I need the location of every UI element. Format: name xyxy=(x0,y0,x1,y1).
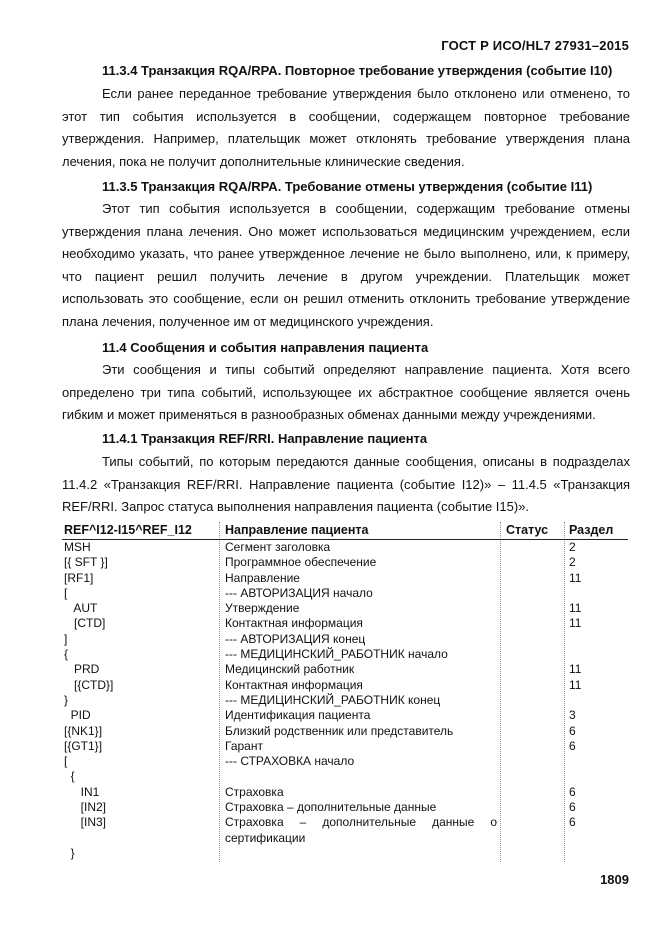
table-row xyxy=(62,616,628,631)
description-cell: Страховка – дополнительные данные о сертификации xyxy=(225,815,497,845)
table-row xyxy=(62,647,628,662)
description-cell: Страховка xyxy=(225,784,284,799)
segment-cell: AUT xyxy=(64,601,98,616)
heading-11-3-4: 11.3.4 Транзакция RQA/RPA. Повторное требование утверждения (событие I10) xyxy=(102,63,613,78)
header-description: Направление пациента xyxy=(225,523,369,537)
segment-cell: IN1 xyxy=(64,784,100,799)
description-cell: Контактная информация xyxy=(225,677,363,692)
segment-cell: [IN3] xyxy=(64,815,107,830)
description-cell: Контактная информация xyxy=(225,616,363,631)
table-row xyxy=(62,754,628,769)
segment-cell: [{ SFT }] xyxy=(64,555,108,570)
heading-11-3-5: 11.3.5 Транзакция RQA/RPA. Требование отмены утверждения (событие I11) xyxy=(102,179,593,194)
section-cell: 11 xyxy=(569,570,582,585)
segment-cell: [{CTD}] xyxy=(64,677,114,692)
message-structure-table xyxy=(62,522,628,862)
description-cell: Гарант xyxy=(225,738,263,753)
header-status: Статус xyxy=(506,523,549,537)
description-cell: Программное обеспечение xyxy=(225,555,377,570)
table-row xyxy=(62,586,628,601)
table-row xyxy=(62,785,628,800)
paragraph-11-3-5: Этот тип события используется в сообщении, содержащим требование отмены утверждения плана лечения. Оно может использоваться медицинским учреждением, если необходимо указать, что ранее утвержденное лечение не было выполнено, или, к примеру, что пациент решил получить лечение в другом учреждении. Плательщик может использовать это сообщение, если он решил отменить отклонить требование утверждение плана лечения, полученное им от медицинского учреждения. xyxy=(62,201,630,329)
segment-cell: [ xyxy=(64,585,68,600)
segment-cell: [IN2] xyxy=(64,800,107,815)
description-cell: Медицинский работник xyxy=(225,662,355,677)
table-row xyxy=(62,571,628,586)
description-cell: --- МЕДИЦИНСКИЙ_РАБОТНИК начало xyxy=(225,647,448,662)
segment-cell: MSH xyxy=(64,540,91,554)
page-number: 1809 xyxy=(600,872,629,887)
segment-cell: [{NK1}] xyxy=(64,723,103,738)
heading-11-4: 11.4 Сообщения и события направления пациента xyxy=(102,340,429,355)
table-row xyxy=(62,540,628,555)
description-cell: Направление xyxy=(225,570,300,585)
segment-cell: { xyxy=(64,769,75,784)
document-header: ГОСТ Р ИСО/HL7 27931–2015 xyxy=(441,38,629,53)
description-cell: Страховка – дополнительные данные xyxy=(225,800,437,815)
table-row xyxy=(62,769,628,784)
heading-11-4-1: 11.4.1 Транзакция REF/RRI. Направление пациента xyxy=(102,431,428,446)
description-cell: --- АВТОРИЗАЦИЯ конец xyxy=(225,631,366,646)
segment-cell: ] xyxy=(64,631,68,646)
segment-cell: [ xyxy=(64,754,68,769)
segment-cell: [CTD] xyxy=(64,616,106,631)
table-row xyxy=(62,678,628,693)
segment-cell: PID xyxy=(64,708,91,723)
section-cell: 6 xyxy=(569,815,576,830)
description-cell: --- МЕДИЦИНСКИЙ_РАБОТНИК конец xyxy=(225,692,441,707)
table-row xyxy=(62,815,628,846)
section-cell: 2 xyxy=(569,540,576,554)
table-row xyxy=(62,662,628,677)
section-cell: 11 xyxy=(569,677,582,692)
section-cell: 11 xyxy=(569,662,582,677)
segment-cell: PRD xyxy=(64,662,100,677)
paragraph-11-3-4: Если ранее переданное требование утверждения было отклонено или отменено, то этот тип события используется в сообщении, содержащем повторное требование утверждения. Например, плательщик может отклонять требование утверждения плана лечения, пока не получит дополнительные клинические сведения. xyxy=(62,86,630,169)
header-section: Раздел xyxy=(569,523,614,537)
segment-cell: [{GT1}] xyxy=(64,738,103,753)
table-header xyxy=(62,522,628,540)
table-row xyxy=(62,708,628,723)
section-cell: 2 xyxy=(569,555,576,570)
description-cell: Утверждение xyxy=(225,601,300,616)
section-cell: 6 xyxy=(569,800,576,815)
description-cell: --- АВТОРИЗАЦИЯ начало xyxy=(225,585,373,600)
section-cell: 11 xyxy=(569,601,582,616)
segment-cell: { xyxy=(64,647,69,662)
section-cell: 11 xyxy=(569,616,582,631)
table-row xyxy=(62,800,628,815)
segment-cell: [RF1] xyxy=(64,570,94,585)
section-cell: 3 xyxy=(569,708,576,723)
description-cell: --- СТРАХОВКА начало xyxy=(225,754,355,769)
header-segment: REF^I12-I15^REF_I12 xyxy=(64,523,192,537)
paragraph-11-4-1: Типы событий, по которым передаются данные сообщения, описаны в подразделах 11.4.2 «Транзакция REF/RRI. Направление пациента (событие I12)» – 11.4.5 «Транзакция REF/RRI. Запрос статуса выполнения направления пациента (событие I15)». xyxy=(62,454,630,515)
description-cell: Близкий родственник или представитель xyxy=(225,723,454,738)
description-cell: Сегмент заголовка xyxy=(225,540,331,554)
description-cell: Идентификация пациента xyxy=(225,708,371,723)
table-row xyxy=(62,739,628,754)
table-row xyxy=(62,724,628,739)
table-row xyxy=(62,555,628,570)
section-cell: 6 xyxy=(569,738,576,753)
table-body xyxy=(62,540,628,862)
table-row xyxy=(62,632,628,647)
segment-cell: } xyxy=(64,846,75,861)
section-cell: 6 xyxy=(569,784,576,799)
table-row xyxy=(62,601,628,616)
paragraph-11-4: Эти сообщения и типы событий определяют направление пациента. Хотя всего определено три типа событий, использующее их абстрактное сообщение является очень гибким и может применяться в разнообразных обменах данными между учреждениями. xyxy=(62,362,630,423)
section-cell: 6 xyxy=(569,723,576,738)
table-row xyxy=(62,846,628,861)
table-row xyxy=(62,693,628,708)
segment-cell: } xyxy=(64,692,69,707)
